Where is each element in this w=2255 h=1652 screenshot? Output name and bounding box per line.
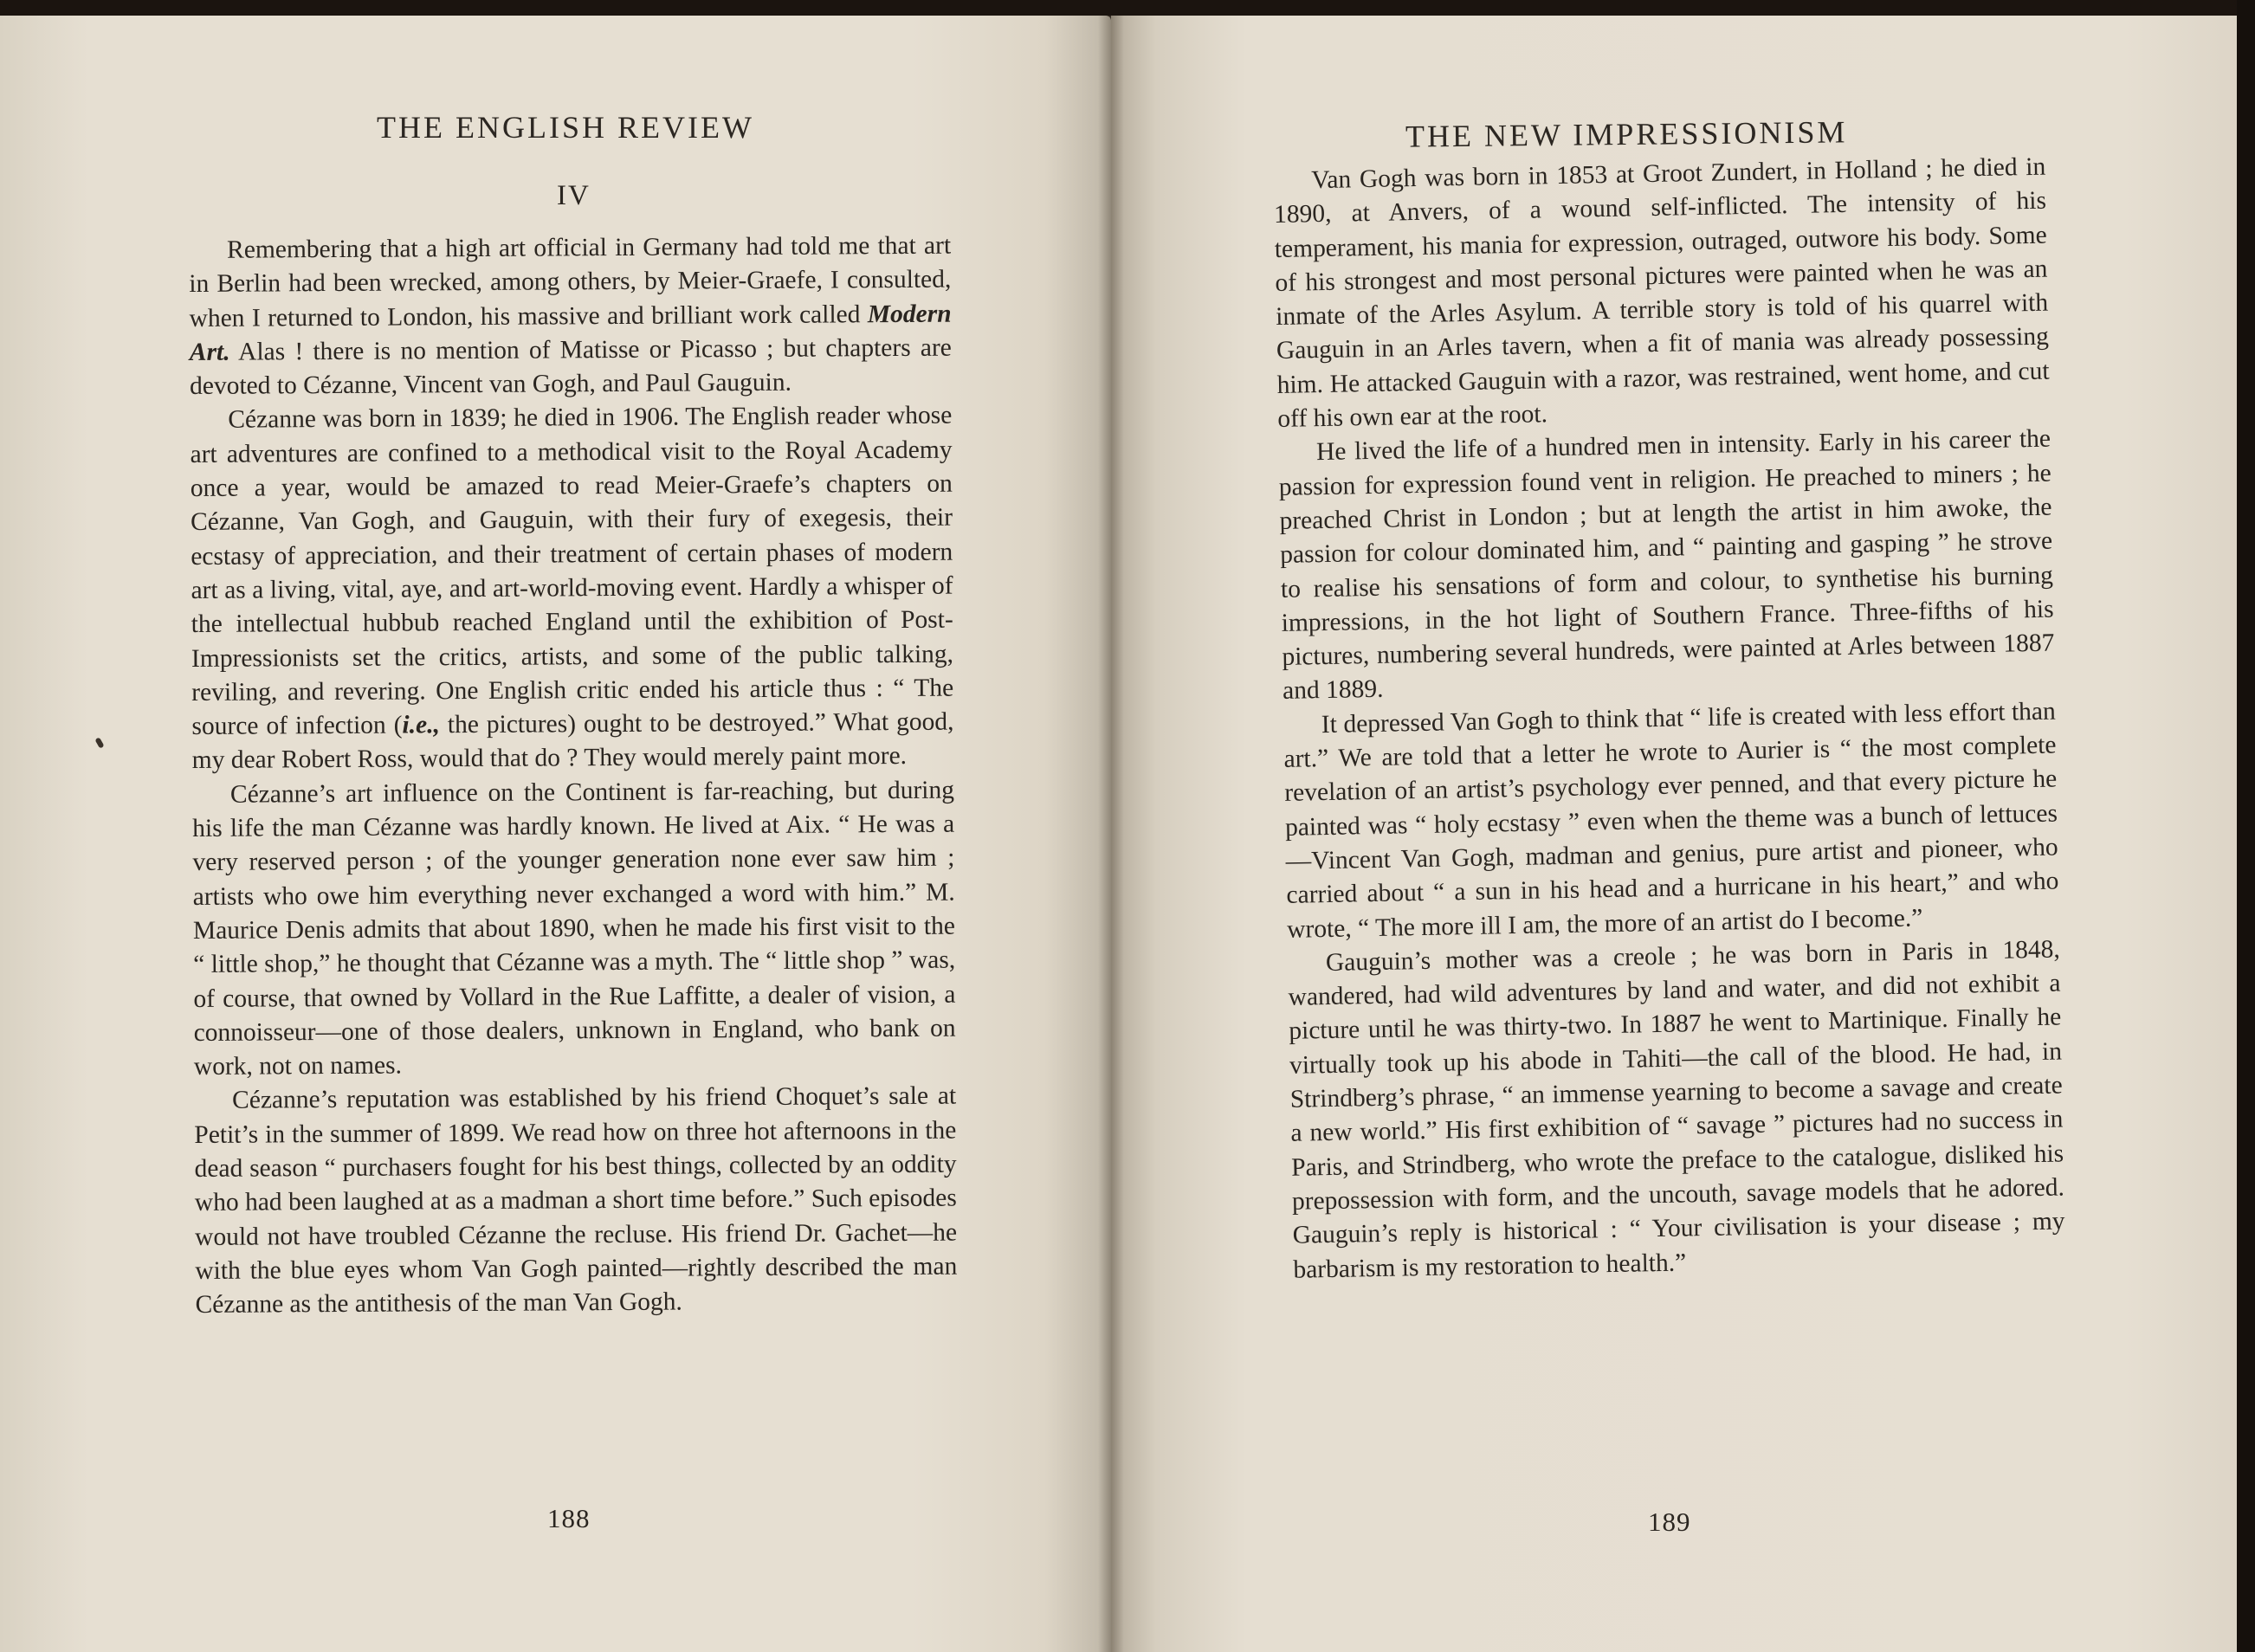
paragraph-text: Van Gogh was born in 1853 at Groot Zundert, in Holland ; he died in 1890, at Anvers, of a wound self-inflicted. The intensity of his temperament, his mania for expression, outraged, outwore his body. Some of his strongest and most personal pictures were painted when he was an inmate of the Arles Asylum. A terrible story is told of his quarrel with Gauguin in an Arles tavern, when a fit of mania was already possessing him. He attacked Gauguin with a razor, was restrained, went home, and cut off his own ear at the root. [1273,152,2050,434]
paragraph [1283,694,2060,946]
page-number-left: 188 [547,1503,591,1533]
paragraph-text: He lived the life of a hundred men in intensity. Early in his career the passion for expression found vent in religion. He preached to miners ; he preached Christ in London ; but at length the artist in him awoke, the passion for colour dominated him, and “ painting and gasping ” he strove to realise his sensations of form and colour, to synthetise his burning impressions, in the hot light of Southern France. Three-fifths of his pictures, numbering several hundreds, were painted at Arles between 1887 and 1889. [1278,424,2055,706]
paragraph-text: Gauguin’s mother was a creole ; he was born in Paris in 1848, wandered, had wild adventures by land and water, and did not exhibit a picture until he was thirty-two. In 1887 he went to Martinique. Finally he virtually took up his abode in Tahiti—the call of the blood. He had, in Strindberg’s phrase, “ an immense yearning to become a savage and create a new world.” His first exhibition of “ savage ” pictures had no success in Paris, and Strindberg, who wrote the preface to the catalogue, disliked his prepossession with form, and the uncouth, savage models that he adored. Gauguin’s reply is historical : “ Your civilisation is your disease ; my barbarism is my restoration to health.” [1288,935,2065,1284]
italic-text: i.e., [402,711,441,739]
book-gutter [1098,16,1124,1652]
paragraph [189,229,952,404]
left-page [0,16,1111,1652]
paragraph-text: Cézanne’s art influence on the Continent is far-reaching, but during his life the man Cézanne was hardly known. He lived at Aix. “ He was a very reserved person ; of the younger generation none ever saw him ; artists who owe him everything never exchanged a word with him.” M. Maurice Denis admits that about 1890, when he made his first visit to the “ little shop,” he thought that Cézanne was a myth. The “ little shop ” was, of course, that owned by Vollard in the Rue Laffitte, a dealer of vision, a connoisseur—one of those dealers, unknown in England, who bank on work, not on names. [192,776,956,1081]
paragraph [190,399,954,778]
page-number-right: 189 [1648,1507,1691,1537]
paragraph [192,773,956,1084]
right-page-body [1273,151,2066,1287]
paragraph-text: Remembering that a high art official in Germany had told me that art in Berlin had been wrecked, among others, by Meier-Graefe, I consulted, when I returned to London, his massive and brilliant work called [189,231,952,332]
running-head-left: THE ENGLISH REVIEW [377,110,754,145]
paragraph [1278,423,2056,709]
paragraph-text: Cézanne’s reputation was established by his friend Choquet’s sale at Petit’s in the summer of 1899. We read how on three hot afternoons in the dead season “ purchasers fought for his best things, collected by an oddity who had been laughed at as a madman a short time before.” Such episodes would not have troubled Cézanne the recluse. His friend Dr. Gachet—he with the blue eyes whom Van Gogh painted—rightly described the man Cézanne as the antithesis of the man Van Gogh. [194,1082,958,1320]
paragraph [1288,932,2066,1287]
section-number: IV [557,180,591,211]
background-edge [2237,0,2255,1652]
running-head-right: THE NEW IMPRESSIONISM [1405,114,1848,154]
paragraph-text: It depressed Van Gogh to think that “ life is created with less effort than art.” We are told that a letter he wrote to Aurier is “ the most complete revelation of an artist’s psychology ever penned, and that every picture he painted was “ holy ecstasy ” even when the theme was a bunch of lettuces—Vincent Van Gogh, madman and genius, pure artist and pioneer, who carried about “ a sun in his head and a hurricane in his heart,” and who wrote, “ The more ill I am, the more of an artist do I become.” [1283,697,2059,944]
left-page-body [189,229,958,1323]
italic-text: Modern Art. [189,300,952,366]
paragraph [1273,151,2051,437]
paragraph [194,1080,958,1322]
ink-speck [94,737,104,748]
paragraph-text: the pictures) ought to be destroyed.” What good, my dear Robert Ross, would that do ? They would merely paint more. [191,707,954,775]
paragraph-text: Cézanne was born in 1839; he died in 1906. The English reader whose art adventures are confined to a methodical visit to the Royal Academy once a year, would be amazed to read Meier-Graefe’s chapters on Cézanne, Van Gogh, and Gauguin, with their fury of exegesis, their ecstasy of appreciation, and their treatment of certain phases of modern art as a living, vital, aye, and art-world-moving event. Hardly a whisper of the intellectual hubbub reached England until the exhibition of Post-Impressionists set the critics, artists, and some of the public talking, reviling, and revering. One English critic ended his article thus : “ The source of infection ( [190,402,954,741]
paragraph-text: Alas ! there is no mention of Matisse or Picasso ; but chapters are devoted to Cézanne, Vincent van Gogh, and Paul Gauguin. [189,333,952,401]
